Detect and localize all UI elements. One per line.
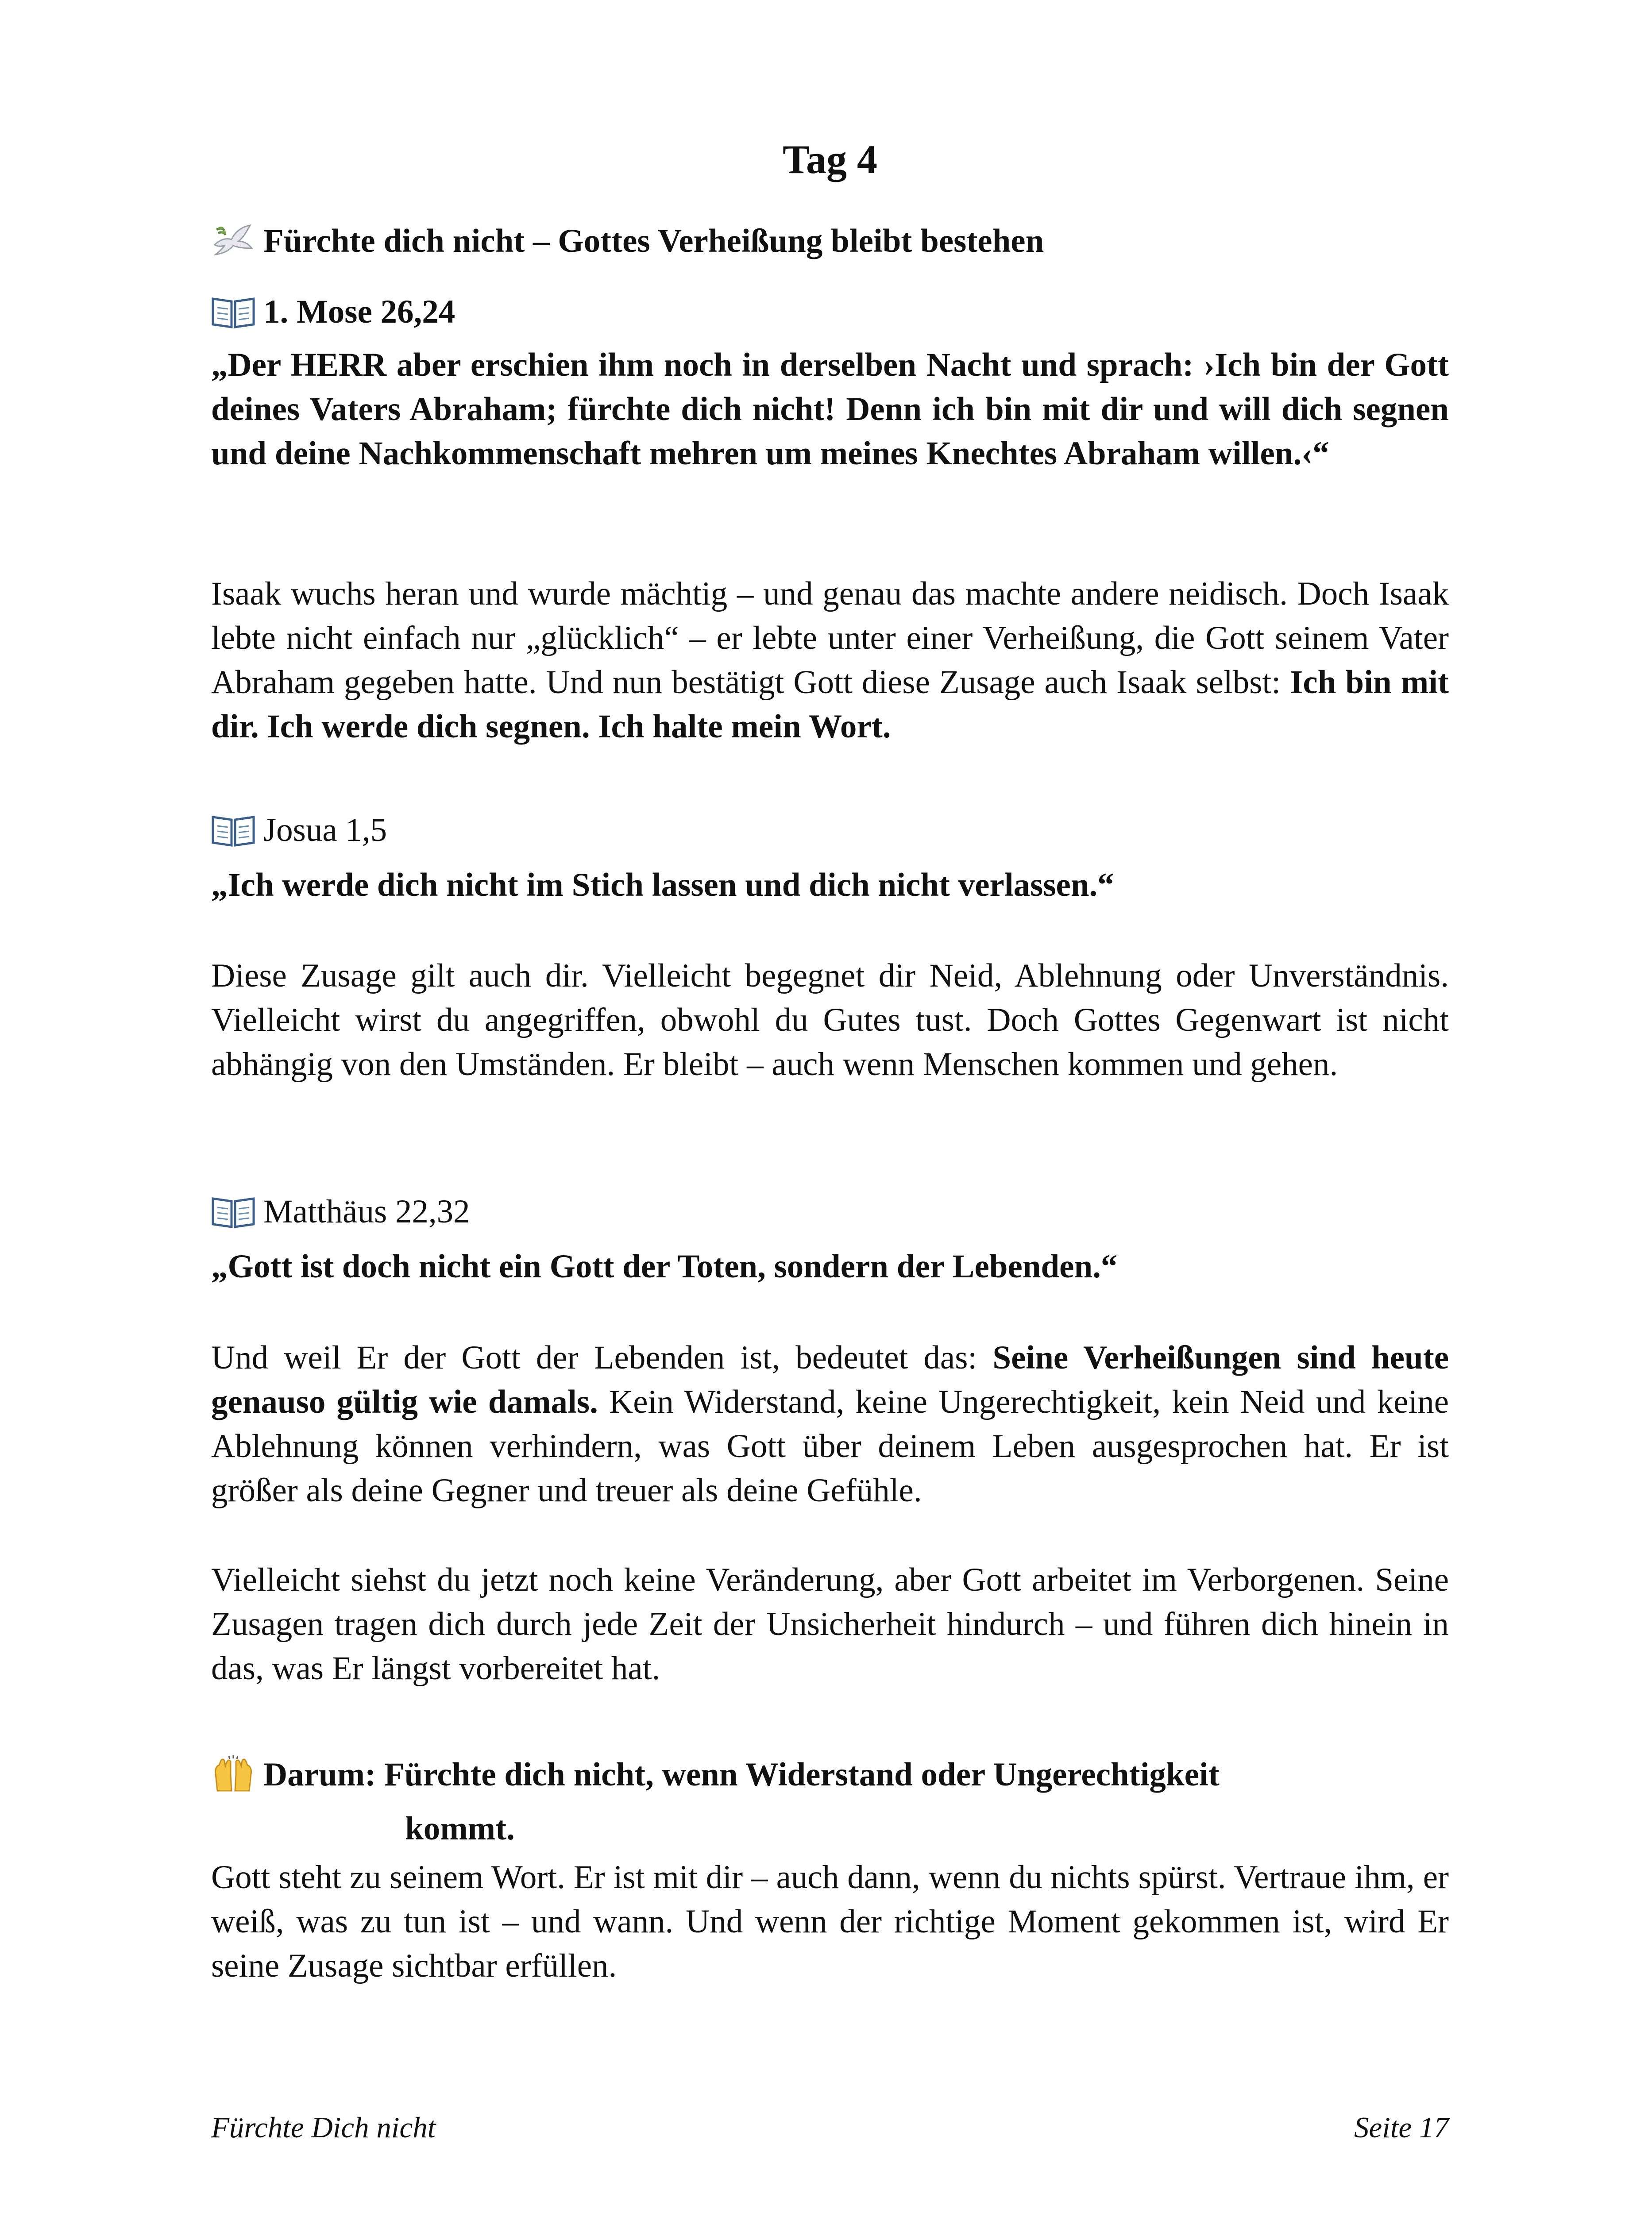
scripture-quote-1: „Der HERR aber erschien ihm noch in derselben Nacht und sprach: ›Ich bin der Gott deines Vaters Abraham; fürchte dich nicht! Denn ich bin mit dir und will dich segnen und deine Nachkommenschaft mehren um meines Knechtes Abraham willen.‹“ (211, 347, 1449, 472)
reference-text: 1. Mose 26,24 (263, 293, 455, 330)
paragraph-1-text: Isaak wuchs heran und wurde mächtig – und genau das machte andere neidisch. Doch Isaak lebte nicht einfach nur „glücklich“ – er lebte unter einer Verheißung, die Gott seinem Vater Abraham gegeben hatte. Und nun bestätigt Gott diese Zusage auch Isaak selbst: (211, 575, 1449, 701)
page-title: Tag 4 (783, 137, 877, 182)
open-book-icon (211, 811, 255, 847)
dove-icon (211, 222, 255, 258)
paragraph-1-emphasis: Ich bin mit dir. Ich werde dich segnen. Ich halte mein Wort. (211, 664, 1449, 745)
subtitle-text: Fürchte dich nicht – Gottes Verheißung bleibt bestehen (263, 223, 1044, 259)
footer-book-title: Fürchte Dich nicht (211, 2111, 436, 2144)
conclusion-heading-line1: Darum: Fürchte dich nicht, wenn Widerstand oder Ungerechtigkeit (263, 1756, 1220, 1793)
paragraph-2: Diese Zusage gilt auch dir. Vielleicht begegnet dir Neid, Ablehnung oder Unverständnis. Vielleicht wirst du angegriffen, obwohl du Gutes tust. Doch Gottes Gegenwart ist nicht abhängig von den Umständen. Er bleibt – auch wenn Menschen kommen und gehen. (211, 957, 1449, 1083)
reference-text: Matthäus 22,32 (263, 1193, 470, 1230)
scripture-reference-1 (211, 290, 455, 334)
open-book-icon (211, 293, 255, 329)
subtitle (211, 219, 1044, 263)
raising-hands-icon (211, 1755, 255, 1792)
conclusion-text: Gott steht zu seinem Wort. Er ist mit dir – auch dann, wenn du nichts spürst. Vertraue ihm, er weiß, was zu tun ist – und wann. Und wenn der richtige Moment gekommen ist, wird Er seine Zusage sichtbar erfüllen. (211, 1859, 1449, 1984)
scripture-quote-3: „Gott ist doch nicht ein Gott der Toten, sondern der Lebenden.“ (211, 1248, 1118, 1285)
paragraph-3-start: Und weil Er der Gott der Lebenden ist, bedeutet das: (211, 1339, 993, 1376)
conclusion-heading-line2: kommt. (405, 1810, 515, 1847)
conclusion-heading (211, 1753, 1449, 1851)
scripture-reference-3 (211, 1190, 470, 1234)
paragraph-3 (211, 1336, 1449, 1513)
scripture-reference-2 (211, 808, 387, 852)
paragraph-1 (211, 572, 1449, 749)
paragraph-4: Vielleicht siehst du jetzt noch keine Veränderung, aber Gott arbeitet im Verborgenen. Seine Zusagen tragen dich durch jede Zeit der Unsicherheit hindurch – und führen dich hinein in das, was Er längst vorbereitet hat. (211, 1561, 1449, 1687)
paragraph-3-emphasis: Seine Verheißungen sind heute genauso gültig wie damals. (211, 1339, 1449, 1420)
footer-page-number: Seite 17 (1354, 2111, 1449, 2144)
open-book-icon (211, 1192, 255, 1229)
scripture-quote-2: „Ich werde dich nicht im Stich lassen und dich nicht verlassen.“ (211, 867, 1114, 903)
reference-text: Josua 1,5 (263, 812, 387, 848)
paragraph-3-end: Kein Widerstand, keine Ungerechtigkeit, kein Neid und keine Ablehnung können verhindern, was Gott über deinem Leben ausgesprochen hat. Er ist größer als deine Gegner und treuer als deine Gefühle. (211, 1384, 1449, 1509)
